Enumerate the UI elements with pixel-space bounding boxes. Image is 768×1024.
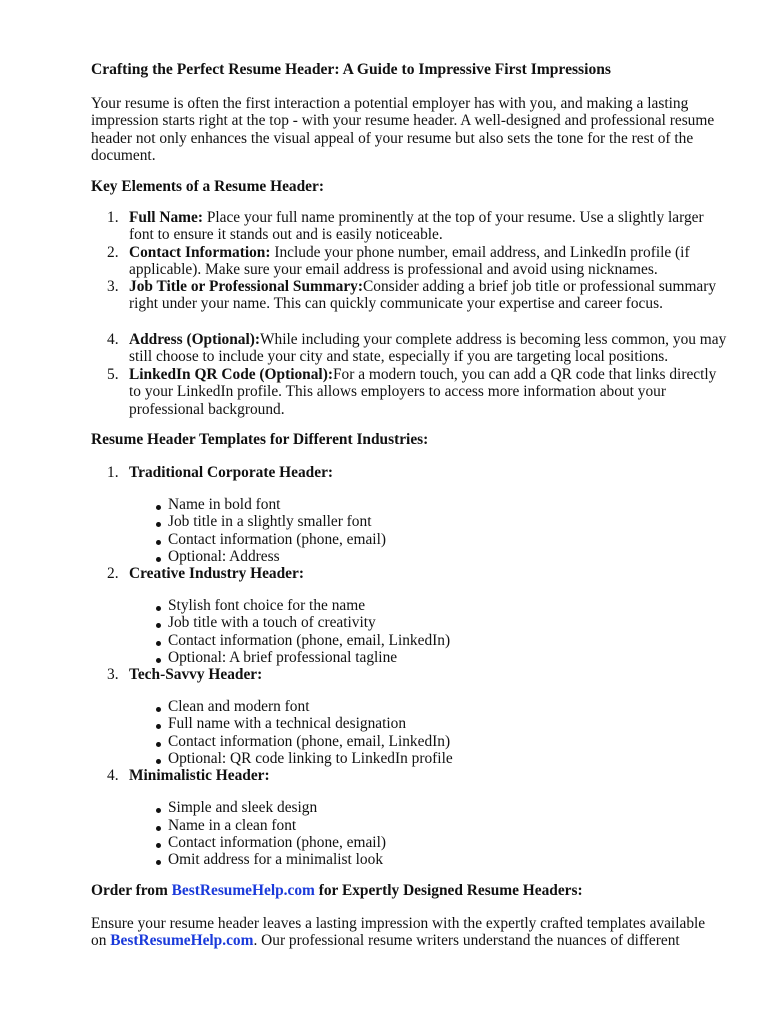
bullet-icon xyxy=(156,540,161,545)
document-title: Crafting the Perfect Resume Header: A Guide to Impressive First Impressions xyxy=(91,61,611,78)
item-label: Contact Information: xyxy=(129,244,271,261)
bullet-item: Contact information (phone, email, LinkedIn) xyxy=(156,632,450,649)
bullet-icon xyxy=(156,826,161,831)
bullet-icon xyxy=(156,606,161,611)
item-label: LinkedIn QR Code (Optional): xyxy=(129,366,333,383)
bestresumehelp-link[interactable]: BestResumeHelp.com xyxy=(171,882,315,899)
template-group xyxy=(91,565,731,582)
list-number: 2. xyxy=(107,244,119,261)
key-element-item xyxy=(91,331,731,366)
list-number: 4. xyxy=(107,767,119,784)
bullet-item: Name in bold font xyxy=(156,496,280,513)
group-label: Minimalistic Header: xyxy=(129,767,270,784)
order-heading-suffix: for Expertly Designed Resume Headers: xyxy=(318,882,583,899)
bullet-icon xyxy=(156,759,161,764)
bullet-icon xyxy=(156,557,161,562)
item-text: Place your full name prominently at the top of your resume. Use a slightly larger font to ensure it stands out and is easily noticeable. xyxy=(129,209,704,244)
list-number: 3. xyxy=(107,666,119,683)
key-element-item xyxy=(91,244,731,279)
item-text: While including your complete address is becoming less common, you may still choose to include your city and state, especially if you are targeting local positions. xyxy=(129,331,727,366)
list-number: 1. xyxy=(107,464,119,481)
bullet-item: Contact information (phone, email) xyxy=(156,834,386,851)
bullet-item: Contact information (phone, email, LinkedIn) xyxy=(156,733,450,750)
group-label: Traditional Corporate Header: xyxy=(129,464,334,481)
item-text: Include your phone number, email address, and LinkedIn profile (if applicable). Make sure your email address is professional and avoid using nicknames. xyxy=(129,244,690,279)
template-group xyxy=(91,767,731,784)
bullet-item: Name in a clean font xyxy=(156,817,296,834)
bestresumehelp-inline-link[interactable]: BestResumeHelp.com xyxy=(110,932,254,950)
bullet-icon xyxy=(156,860,161,865)
bullet-item: Omit address for a minimalist look xyxy=(156,851,383,868)
bullet-item: Full name with a technical designation xyxy=(156,715,406,732)
order-paragraph-prefix: on xyxy=(91,932,107,950)
item-label: Full Name: xyxy=(129,209,203,226)
templates-heading: Resume Header Templates for Different Industries: xyxy=(91,431,429,448)
template-group xyxy=(91,464,731,481)
bullet-icon xyxy=(156,808,161,813)
key-element-item xyxy=(91,366,731,418)
item-text: For a modern touch, you can add a QR code that links directly to your LinkedIn profile. This allows employers to access more information about your professional background. xyxy=(129,366,717,418)
bullet-icon xyxy=(156,843,161,848)
bullet-icon xyxy=(156,641,161,646)
order-heading-prefix: Order from xyxy=(91,882,168,899)
item-text: Consider adding a brief job title or professional summary right under your name. This can quickly communicate your expertise and career focus. xyxy=(129,278,717,313)
item-label: Job Title or Professional Summary: xyxy=(129,278,364,295)
list-number: 2. xyxy=(107,565,119,582)
group-label: Tech-Savvy Header: xyxy=(129,666,263,683)
bullet-icon xyxy=(156,707,161,712)
list-number: 5. xyxy=(107,366,119,383)
order-paragraph-suffix: . Our professional resume writers understand the nuances of different xyxy=(253,932,680,950)
order-paragraph-line1: Ensure your resume header leaves a lasting impression with the expertly crafted templates available xyxy=(91,915,706,932)
bullet-icon xyxy=(156,522,161,527)
bullet-item: Optional: Address xyxy=(156,548,280,565)
list-number: 3. xyxy=(107,278,119,295)
bullet-item: Simple and sleek design xyxy=(156,799,317,816)
item-label: Address (Optional): xyxy=(129,331,260,348)
key-element-item xyxy=(91,209,731,244)
bullet-icon xyxy=(156,724,161,729)
list-number: 1. xyxy=(107,209,119,226)
order-paragraph xyxy=(91,915,731,950)
bullet-icon xyxy=(156,742,161,747)
bullet-icon xyxy=(156,505,161,510)
bullet-item: Job title with a touch of creativity xyxy=(156,614,376,631)
list-number: 4. xyxy=(107,331,119,348)
order-heading xyxy=(91,882,583,900)
template-group xyxy=(91,666,731,683)
bullet-icon xyxy=(156,623,161,628)
key-elements-heading: Key Elements of a Resume Header: xyxy=(91,178,324,195)
bullet-item: Optional: A brief professional tagline xyxy=(156,649,397,666)
bullet-item: Clean and modern font xyxy=(156,698,309,715)
bullet-item: Job title in a slightly smaller font xyxy=(156,513,371,530)
bullet-item: Stylish font choice for the name xyxy=(156,597,365,614)
bullet-item: Optional: QR code linking to LinkedIn profile xyxy=(156,750,453,767)
bullet-item: Contact information (phone, email) xyxy=(156,531,386,548)
bullet-icon xyxy=(156,658,161,663)
key-element-item xyxy=(91,278,731,313)
intro-paragraph: Your resume is often the first interaction a potential employer has with you, and making a lasting impression starts right at the top - with your resume header. A well-designed and professional resume header not only enhances the visual appeal of your resume but also sets the tone for the rest of the document. xyxy=(91,95,715,164)
group-label: Creative Industry Header: xyxy=(129,565,304,582)
